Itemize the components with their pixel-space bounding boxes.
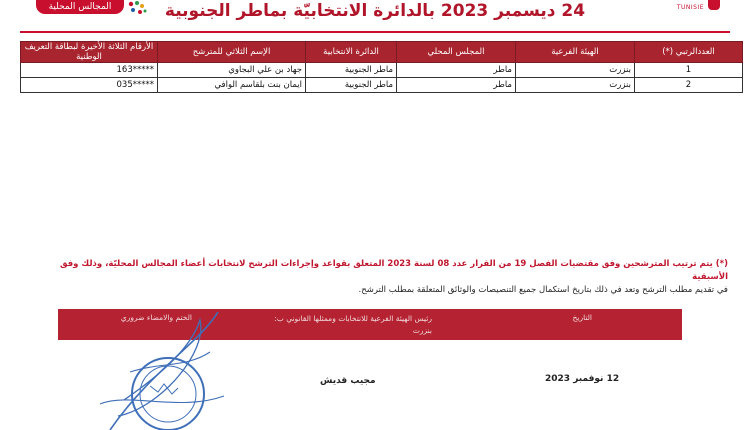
table-header-row <box>21 42 743 63</box>
cell-candidate-name: جهاد بن علي البجاوي <box>158 63 306 78</box>
signature-date: 12 نوفمبر 2023 <box>545 374 620 384</box>
cell-sub-authority: بنزرت <box>516 78 635 93</box>
candidates-table <box>20 41 743 93</box>
footnote <box>48 258 728 297</box>
table-row <box>21 78 743 93</box>
president-place: بنزرت <box>412 326 432 335</box>
cell-local-council: ماطر <box>397 63 516 78</box>
col-header-id-digits: الأرقام الثلاثة الأخيرة لبطاقة التعريف الوطنية <box>21 42 158 63</box>
cell-constituency: ماطر الجنوبية <box>306 63 397 78</box>
president-name: مجيب قديش <box>320 376 376 386</box>
col-header-constituency: الدائرة الانتخابية <box>306 42 397 63</box>
logo-right-label: TUNISIE <box>676 4 704 11</box>
col-header-num: العددالرتبي (*) <box>635 42 743 63</box>
cell-num: 2 <box>635 78 743 93</box>
page-title: 24 ديسمبر 2023 بالدائرة الانتخابيّة بماطر الجنوبية <box>164 1 586 21</box>
table-row <box>21 63 743 78</box>
footnote-line-1: (*) يتم ترتيب المترشحين وفق مقتضيات الفصل 19 من القرار عدد 08 لسنة 2023 المتعلق بقواعد وإجراءات الترشح لانتخابات أعضاء المجالس المحليّة، وذلك وفق الأسبقية <box>59 259 728 282</box>
cell-constituency: ماطر الجنوبية <box>306 78 397 93</box>
president-title: رئيس الهيئة الفرعية للانتخابات وممثلها القانوني ب: <box>274 314 432 323</box>
official-stamp-signature <box>90 312 230 430</box>
header-divider <box>20 31 730 33</box>
isie-logo <box>660 0 720 18</box>
cell-id-digits: 035***** <box>21 78 158 93</box>
local-councils-logo <box>30 0 148 18</box>
isie-mark-icon <box>708 0 720 10</box>
col-header-sub-authority: الهيئة الفرعية <box>516 42 635 63</box>
date-label: التاريخ <box>572 313 592 322</box>
dots-globe-icon <box>126 0 148 16</box>
cell-id-digits: 163***** <box>21 63 158 78</box>
cell-sub-authority: بنزرت <box>516 63 635 78</box>
cell-num: 1 <box>635 63 743 78</box>
president-label <box>252 313 432 337</box>
col-header-candidate-name: الإسم الثلاثي للمترشح <box>158 42 306 63</box>
footnote-line-2: في تقديم مطلب الترشح وتعد في ذلك بتاريخ استكمال جميع التنصيصات والوثائق المتعلقة بمطلب الترشح. <box>358 285 728 295</box>
col-header-local-council: المجلس المحلي <box>397 42 516 63</box>
cell-candidate-name: ايمان بنت بلقاسم الوافي <box>158 78 306 93</box>
seal-label: الختم والامضاء ضروري <box>120 313 192 322</box>
cell-local-council: ماطر <box>397 78 516 93</box>
logo-left-label: المجالس المحلية <box>36 0 124 14</box>
